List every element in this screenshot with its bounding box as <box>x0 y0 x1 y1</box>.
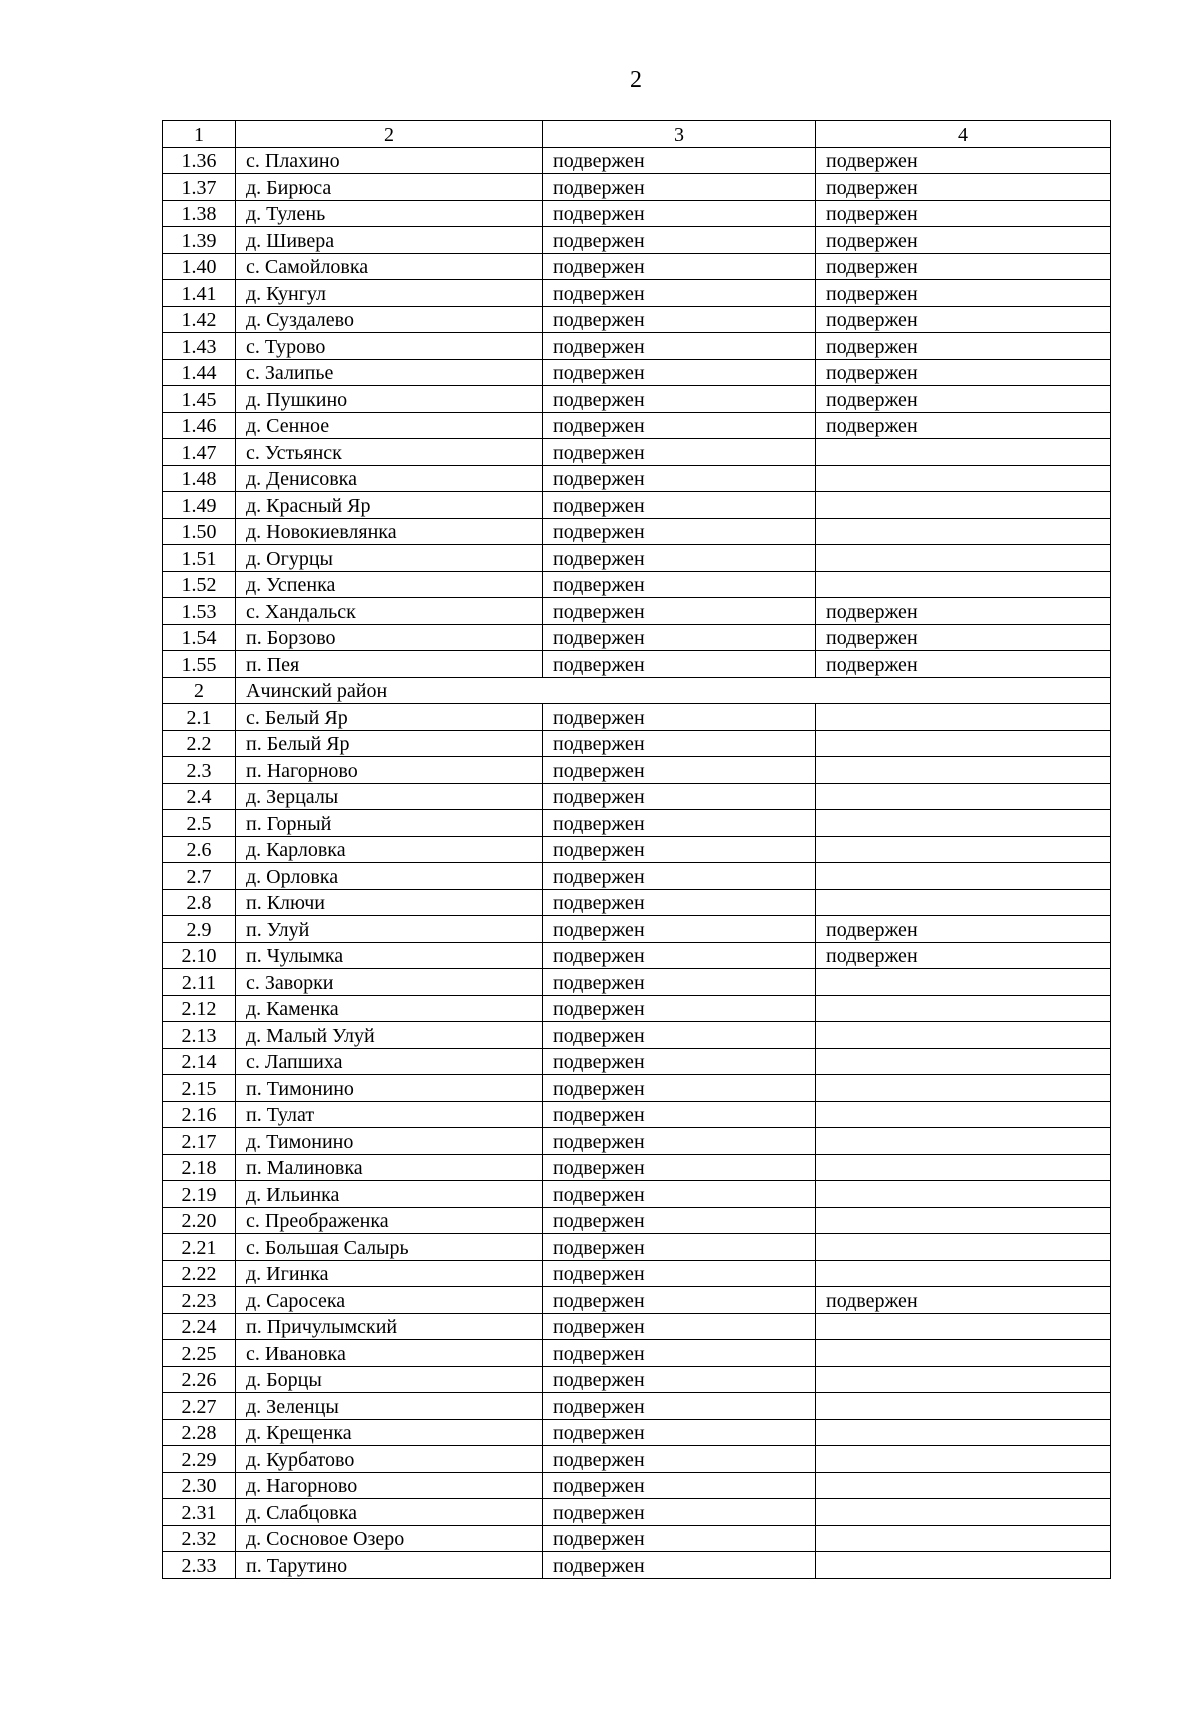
col3-status: подвержен <box>543 359 816 386</box>
col4-status: подвержен <box>816 624 1111 651</box>
row-number: 2.12 <box>163 995 236 1022</box>
col4-status <box>816 1022 1111 1049</box>
row-number: 2.5 <box>163 810 236 837</box>
row-number: 2.8 <box>163 889 236 916</box>
settlement-name: с. Плахино <box>236 147 543 174</box>
table-row <box>163 1234 1111 1261</box>
col4-status <box>816 1075 1111 1102</box>
col3-status: подвержен <box>543 200 816 227</box>
col4-status <box>816 518 1111 545</box>
col3-status: подвержен <box>543 810 816 837</box>
col4-status: подвержен <box>816 174 1111 201</box>
settlement-name: с. Турово <box>236 333 543 360</box>
col3-status: подвержен <box>543 863 816 890</box>
settlement-name: д. Огурцы <box>236 545 543 572</box>
table-row <box>163 1260 1111 1287</box>
row-number: 2.24 <box>163 1313 236 1340</box>
settlement-name: д. Тимонино <box>236 1128 543 1155</box>
settlement-name: с. Заворки <box>236 969 543 996</box>
col4-status: подвержен <box>816 359 1111 386</box>
col3-status: подвержен <box>543 1446 816 1473</box>
settlement-name: п. Тулат <box>236 1101 543 1128</box>
col3-status: подвержен <box>543 1128 816 1155</box>
col3-status: подвержен <box>543 518 816 545</box>
row-number: 2.25 <box>163 1340 236 1367</box>
row-number: 1.45 <box>163 386 236 413</box>
col4-status: подвержен <box>816 253 1111 280</box>
row-number: 2.23 <box>163 1287 236 1314</box>
table-row <box>163 1075 1111 1102</box>
col4-status <box>816 969 1111 996</box>
col3-status: подвержен <box>543 1525 816 1552</box>
col3-status: подвержен <box>543 1287 816 1314</box>
row-number: 1.49 <box>163 492 236 519</box>
table-row <box>163 1287 1111 1314</box>
row-number: 1.43 <box>163 333 236 360</box>
settlement-name: д. Ильинка <box>236 1181 543 1208</box>
col4-status <box>816 1234 1111 1261</box>
settlement-name: д. Нагорново <box>236 1472 543 1499</box>
settlement-name: п. Белый Яр <box>236 730 543 757</box>
table-row <box>163 704 1111 731</box>
col4-status <box>816 863 1111 890</box>
settlement-name: д. Зеленцы <box>236 1393 543 1420</box>
settlement-name: д. Зерцалы <box>236 783 543 810</box>
col4-status <box>816 1552 1111 1579</box>
col4-status: подвержен <box>816 147 1111 174</box>
col3-status: подвержен <box>543 1207 816 1234</box>
col3-status: подвержен <box>543 1022 816 1049</box>
table-header-row <box>163 121 1111 148</box>
settlement-name: п. Пея <box>236 651 543 678</box>
settlement-name: д. Борцы <box>236 1366 543 1393</box>
settlement-name: с. Хандальск <box>236 598 543 625</box>
settlement-name: д. Пушкино <box>236 386 543 413</box>
header-col-1: 1 <box>163 121 236 148</box>
table-row <box>163 1207 1111 1234</box>
col3-status: подвержен <box>543 439 816 466</box>
settlement-name: д. Каменка <box>236 995 543 1022</box>
table-row <box>163 1340 1111 1367</box>
col4-status: подвержен <box>816 333 1111 360</box>
row-number: 2.31 <box>163 1499 236 1526</box>
col3-status: подвержен <box>543 704 816 731</box>
table-row <box>163 730 1111 757</box>
settlement-name: д. Орловка <box>236 863 543 890</box>
table-row <box>163 889 1111 916</box>
settlement-name: д. Игинка <box>236 1260 543 1287</box>
col4-status <box>816 439 1111 466</box>
table-row <box>163 598 1111 625</box>
table-row <box>163 942 1111 969</box>
col4-status: подвержен <box>816 651 1111 678</box>
col3-status: подвержен <box>543 465 816 492</box>
col4-status <box>816 1366 1111 1393</box>
row-number: 2.20 <box>163 1207 236 1234</box>
col3-status: подвержен <box>543 1154 816 1181</box>
table-row <box>163 863 1111 890</box>
table-row <box>163 995 1111 1022</box>
row-number: 2.27 <box>163 1393 236 1420</box>
table-row <box>163 969 1111 996</box>
table-row <box>163 545 1111 572</box>
col3-status: подвержен <box>543 624 816 651</box>
table-row <box>163 1128 1111 1155</box>
row-number: 1.50 <box>163 518 236 545</box>
page-number: 2 <box>630 67 642 93</box>
col3-status: подвержен <box>543 1472 816 1499</box>
col4-status: подвержен <box>816 306 1111 333</box>
row-number: 2.3 <box>163 757 236 784</box>
settlement-name: д. Карловка <box>236 836 543 863</box>
table-row <box>163 1022 1111 1049</box>
col4-status: подвержен <box>816 227 1111 254</box>
table-row <box>163 518 1111 545</box>
col3-status: подвержен <box>543 1499 816 1526</box>
row-number: 1.52 <box>163 571 236 598</box>
table-row <box>163 1393 1111 1420</box>
col4-status <box>816 1313 1111 1340</box>
col3-status: подвержен <box>543 1393 816 1420</box>
row-number: 1.44 <box>163 359 236 386</box>
col3-status: подвержен <box>543 1340 816 1367</box>
table-row <box>163 916 1111 943</box>
row-number: 1.40 <box>163 253 236 280</box>
row-number: 2.2 <box>163 730 236 757</box>
row-number: 1.53 <box>163 598 236 625</box>
settlement-name: д. Тулень <box>236 200 543 227</box>
settlement-name: с. Залипье <box>236 359 543 386</box>
row-number: 1.38 <box>163 200 236 227</box>
table-row <box>163 1419 1111 1446</box>
table-row <box>163 1181 1111 1208</box>
col3-status: подвержен <box>543 836 816 863</box>
settlement-name: с. Большая Салырь <box>236 1234 543 1261</box>
row-number: 2.17 <box>163 1128 236 1155</box>
col3-status: подвержен <box>543 730 816 757</box>
col3-status: подвержен <box>543 1260 816 1287</box>
col4-status: подвержен <box>816 1287 1111 1314</box>
settlement-name: д. Бирюса <box>236 174 543 201</box>
row-number: 2.26 <box>163 1366 236 1393</box>
col4-status <box>816 730 1111 757</box>
col3-status: подвержен <box>543 1552 816 1579</box>
col3-status: подвержен <box>543 174 816 201</box>
row-number: 2 <box>163 677 236 704</box>
settlement-name: п. Причулымский <box>236 1313 543 1340</box>
col4-status <box>816 995 1111 1022</box>
table-row <box>163 757 1111 784</box>
col3-status: подвержен <box>543 1181 816 1208</box>
col4-status <box>816 1128 1111 1155</box>
settlement-name: д. Успенка <box>236 571 543 598</box>
table-row <box>163 1446 1111 1473</box>
table-row <box>163 1499 1111 1526</box>
col3-status: подвержен <box>543 147 816 174</box>
row-number: 2.7 <box>163 863 236 890</box>
col3-status: подвержен <box>543 598 816 625</box>
row-number: 1.36 <box>163 147 236 174</box>
col4-status: подвержен <box>816 280 1111 307</box>
row-number: 1.54 <box>163 624 236 651</box>
settlements-table <box>162 120 1111 1579</box>
col3-status: подвержен <box>543 306 816 333</box>
table-row <box>163 651 1111 678</box>
settlement-name: д. Красный Яр <box>236 492 543 519</box>
settlement-name: п. Тарутино <box>236 1552 543 1579</box>
row-number: 1.37 <box>163 174 236 201</box>
settlement-name: д. Кунгул <box>236 280 543 307</box>
row-number: 2.22 <box>163 1260 236 1287</box>
col3-status: подвержен <box>543 889 816 916</box>
row-number: 2.28 <box>163 1419 236 1446</box>
settlement-name: с. Преображенка <box>236 1207 543 1234</box>
col3-status: подвержен <box>543 280 816 307</box>
row-number: 2.21 <box>163 1234 236 1261</box>
table-row <box>163 200 1111 227</box>
header-col-4: 4 <box>816 121 1111 148</box>
col3-status: подвержен <box>543 1419 816 1446</box>
col4-status <box>816 704 1111 731</box>
table-row <box>163 1048 1111 1075</box>
col4-status: подвержен <box>816 412 1111 439</box>
settlement-name: с. Белый Яр <box>236 704 543 731</box>
col4-status: подвержен <box>816 942 1111 969</box>
settlement-name: д. Слабцовка <box>236 1499 543 1526</box>
settlement-name: д. Шивера <box>236 227 543 254</box>
table-row <box>163 783 1111 810</box>
table-row <box>163 333 1111 360</box>
col3-status: подвержен <box>543 916 816 943</box>
table-row <box>163 1552 1111 1579</box>
settlement-name: п. Улуй <box>236 916 543 943</box>
table-row <box>163 227 1111 254</box>
col3-status: подвержен <box>543 253 816 280</box>
table-row <box>163 147 1111 174</box>
row-number: 2.33 <box>163 1552 236 1579</box>
col4-status <box>816 1207 1111 1234</box>
settlement-name: п. Горный <box>236 810 543 837</box>
row-number: 2.10 <box>163 942 236 969</box>
col4-status: подвержен <box>816 916 1111 943</box>
row-number: 2.4 <box>163 783 236 810</box>
col3-status: подвержен <box>543 333 816 360</box>
row-number: 1.41 <box>163 280 236 307</box>
section-row <box>163 677 1111 704</box>
table-row <box>163 359 1111 386</box>
col4-status <box>816 1181 1111 1208</box>
col4-status: подвержен <box>816 386 1111 413</box>
row-number: 2.18 <box>163 1154 236 1181</box>
table-row <box>163 1154 1111 1181</box>
col4-status <box>816 492 1111 519</box>
row-number: 2.11 <box>163 969 236 996</box>
row-number: 1.39 <box>163 227 236 254</box>
col4-status <box>816 1472 1111 1499</box>
row-number: 2.6 <box>163 836 236 863</box>
row-number: 1.46 <box>163 412 236 439</box>
col4-status <box>816 1154 1111 1181</box>
row-number: 2.9 <box>163 916 236 943</box>
table-row <box>163 386 1111 413</box>
table-row <box>163 810 1111 837</box>
col3-status: подвержен <box>543 651 816 678</box>
row-number: 2.15 <box>163 1075 236 1102</box>
table-row <box>163 280 1111 307</box>
col4-status <box>816 571 1111 598</box>
row-number: 2.13 <box>163 1022 236 1049</box>
col3-status: подвержен <box>543 1234 816 1261</box>
col4-status <box>816 1101 1111 1128</box>
col4-status <box>816 1499 1111 1526</box>
row-number: 2.29 <box>163 1446 236 1473</box>
col4-status <box>816 1419 1111 1446</box>
row-number: 2.14 <box>163 1048 236 1075</box>
settlement-name: д. Новокиевлянка <box>236 518 543 545</box>
settlement-name: с. Лапшиха <box>236 1048 543 1075</box>
table-row <box>163 1366 1111 1393</box>
col3-status: подвержен <box>543 386 816 413</box>
col4-status <box>816 1393 1111 1420</box>
header-col-3: 3 <box>543 121 816 148</box>
table-row <box>163 306 1111 333</box>
col3-status: подвержен <box>543 1366 816 1393</box>
table-row <box>163 836 1111 863</box>
col3-status: подвержен <box>543 545 816 572</box>
settlement-name: п. Ключи <box>236 889 543 916</box>
settlement-name: с. Устьянск <box>236 439 543 466</box>
row-number: 2.1 <box>163 704 236 731</box>
col4-status: подвержен <box>816 598 1111 625</box>
col3-status: подвержен <box>543 227 816 254</box>
col4-status <box>816 783 1111 810</box>
col4-status <box>816 1048 1111 1075</box>
table-row <box>163 174 1111 201</box>
col4-status <box>816 1260 1111 1287</box>
row-number: 1.47 <box>163 439 236 466</box>
col3-status: подвержен <box>543 783 816 810</box>
table-row <box>163 624 1111 651</box>
section-title: Ачинский район <box>236 677 1111 704</box>
col3-status: подвержен <box>543 492 816 519</box>
settlement-name: п. Тимонино <box>236 1075 543 1102</box>
col4-status <box>816 757 1111 784</box>
settlement-name: д. Сосновое Озеро <box>236 1525 543 1552</box>
col3-status: подвержен <box>543 1101 816 1128</box>
col4-status <box>816 1340 1111 1367</box>
col3-status: подвержен <box>543 757 816 784</box>
col4-status <box>816 545 1111 572</box>
row-number: 1.51 <box>163 545 236 572</box>
row-number: 2.19 <box>163 1181 236 1208</box>
table-row <box>163 1101 1111 1128</box>
row-number: 1.42 <box>163 306 236 333</box>
table-body <box>163 121 1111 1579</box>
table-row <box>163 439 1111 466</box>
col3-status: подвержен <box>543 412 816 439</box>
col4-status <box>816 836 1111 863</box>
settlement-name: с. Ивановка <box>236 1340 543 1367</box>
settlement-name: п. Малиновка <box>236 1154 543 1181</box>
settlement-name: п. Чулымка <box>236 942 543 969</box>
settlement-name: д. Крещенка <box>236 1419 543 1446</box>
table-row <box>163 1525 1111 1552</box>
settlement-name: д. Малый Улуй <box>236 1022 543 1049</box>
table-row <box>163 412 1111 439</box>
settlement-name: с. Самойловка <box>236 253 543 280</box>
table-row <box>163 1472 1111 1499</box>
col4-status <box>816 810 1111 837</box>
settlement-name: п. Нагорново <box>236 757 543 784</box>
col3-status: подвержен <box>543 1313 816 1340</box>
table-row <box>163 492 1111 519</box>
table-row <box>163 571 1111 598</box>
settlement-name: д. Суздалево <box>236 306 543 333</box>
row-number: 2.16 <box>163 1101 236 1128</box>
col4-status <box>816 1525 1111 1552</box>
table-row <box>163 253 1111 280</box>
settlement-name: д. Курбатово <box>236 1446 543 1473</box>
col3-status: подвержен <box>543 1048 816 1075</box>
col4-status <box>816 1446 1111 1473</box>
col4-status <box>816 889 1111 916</box>
table-row <box>163 1313 1111 1340</box>
col3-status: подвержен <box>543 571 816 598</box>
col3-status: подвержен <box>543 1075 816 1102</box>
row-number: 1.55 <box>163 651 236 678</box>
row-number: 2.32 <box>163 1525 236 1552</box>
settlement-name: д. Денисовка <box>236 465 543 492</box>
col3-status: подвержен <box>543 969 816 996</box>
settlement-name: д. Сенное <box>236 412 543 439</box>
header-col-2: 2 <box>236 121 543 148</box>
settlement-name: д. Саросека <box>236 1287 543 1314</box>
col3-status: подвержен <box>543 942 816 969</box>
col4-status: подвержен <box>816 200 1111 227</box>
settlement-name: п. Борзово <box>236 624 543 651</box>
row-number: 1.48 <box>163 465 236 492</box>
row-number: 2.30 <box>163 1472 236 1499</box>
table-row <box>163 465 1111 492</box>
col3-status: подвержен <box>543 995 816 1022</box>
col4-status <box>816 465 1111 492</box>
